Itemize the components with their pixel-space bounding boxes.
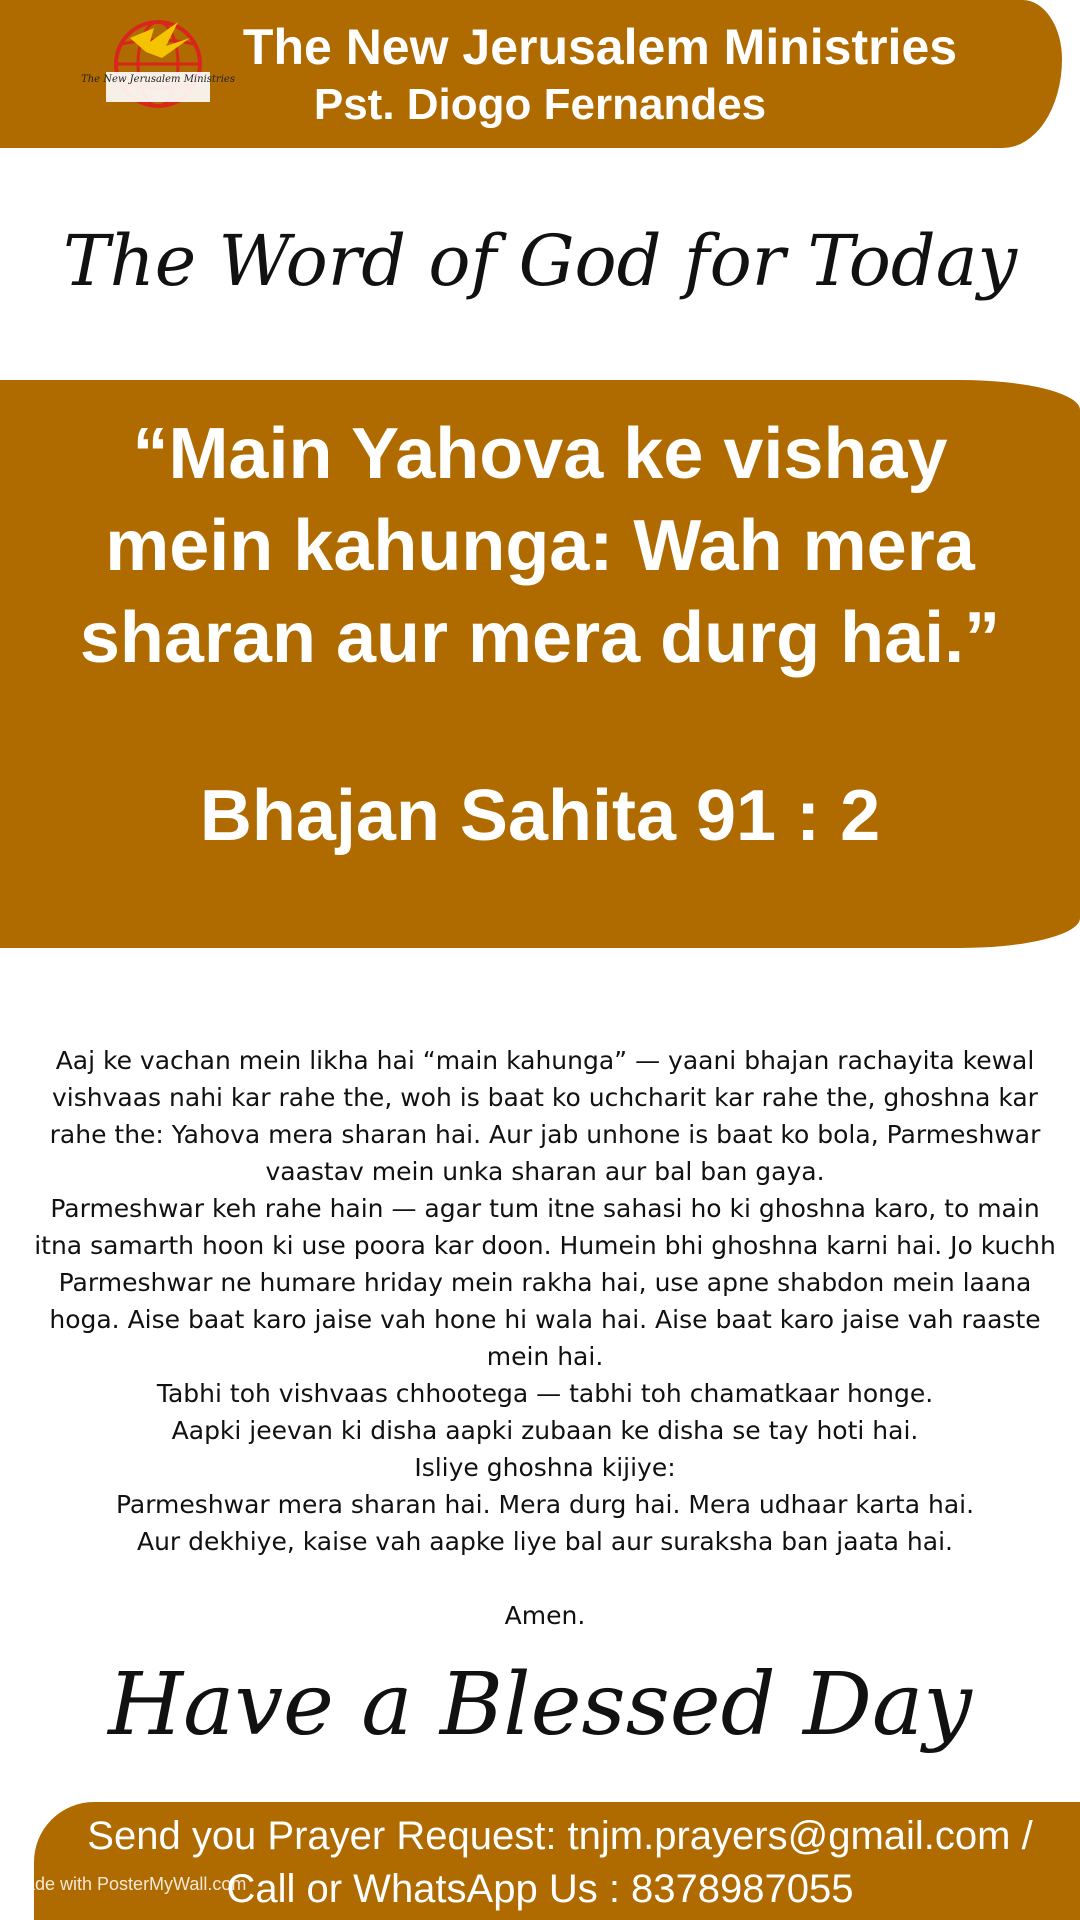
prayer-request-email: Send you Prayer Request: tnjm.prayers@gmail.com / — [87, 1814, 1033, 1858]
verse-reference: Bhajan Sahita 91 : 2 — [199, 776, 881, 856]
message-body — [30, 1042, 1060, 1634]
message-closing: Amen. — [504, 1601, 586, 1630]
organization-name: The New Jerusalem Ministries — [242, 19, 958, 75]
message-paragraph: Aapki jeevan ki disha aapki zubaan ke disha se tay hoti hai. — [171, 1416, 919, 1445]
message-paragraph: Isliye ghoshna kijiye: — [414, 1453, 676, 1482]
verse-quote: “Main Yahova ke vishay mein kahunga: Wah mera sharan aur mera durg hai.” — [79, 414, 1001, 678]
logo-text: The New Jerusalem Ministries — [81, 74, 235, 85]
message-paragraph: Aur dekhiye, kaise vah aapke liye bal aur suraksha ban jaata hai. — [136, 1527, 953, 1556]
blessing-text: Have a Blessed Day — [108, 1655, 972, 1755]
globe-dove-logo-icon — [81, 8, 235, 112]
message-paragraph: Parmeshwar mera sharan hai. Mera durg hai. Mera udhaar karta hai. — [115, 1490, 975, 1519]
message-paragraph: Aaj ke vachan mein likha hai “main kahunga” — yaani bhajan rachayita kewal vishvaas nahi kar rahe the, woh is baat ko uchcharit kar rahe the, ghoshna kar rahe the: Yahova mera sharan hai. Aur jab unhone is baat ko bola, Parmeshwar vaastav mein unka sharan aur bal ban gaya. — [49, 1046, 1041, 1186]
message-paragraph: Parmeshwar keh rahe hain — agar tum itne sahasi ho ki ghoshna karo, to main itna samarth hoon ki use poora kar doon. Humein bhi ghoshna karni hai. Jo kuchh Parmeshwar ne humare hriday mein rakha hai, use apne shabdon mein laana hoga. Aise baat karo jaise vah hone hi wala hai. Aise baat karo jaise vah raaste mein hai. — [34, 1194, 1056, 1371]
message-paragraph: Tabhi toh vishvaas chhootega — tabhi toh chamatkaar honge. — [156, 1379, 934, 1408]
watermark: Made with PosterMyWall.com — [10, 1874, 247, 1894]
contact-phone: Call or WhatsApp Us : 8378987055 — [226, 1867, 854, 1911]
pastor-name: Pst. Diogo Fernandes — [313, 80, 767, 129]
ministry-logo — [81, 8, 235, 112]
page-title: The Word of God for Today — [63, 220, 1017, 302]
